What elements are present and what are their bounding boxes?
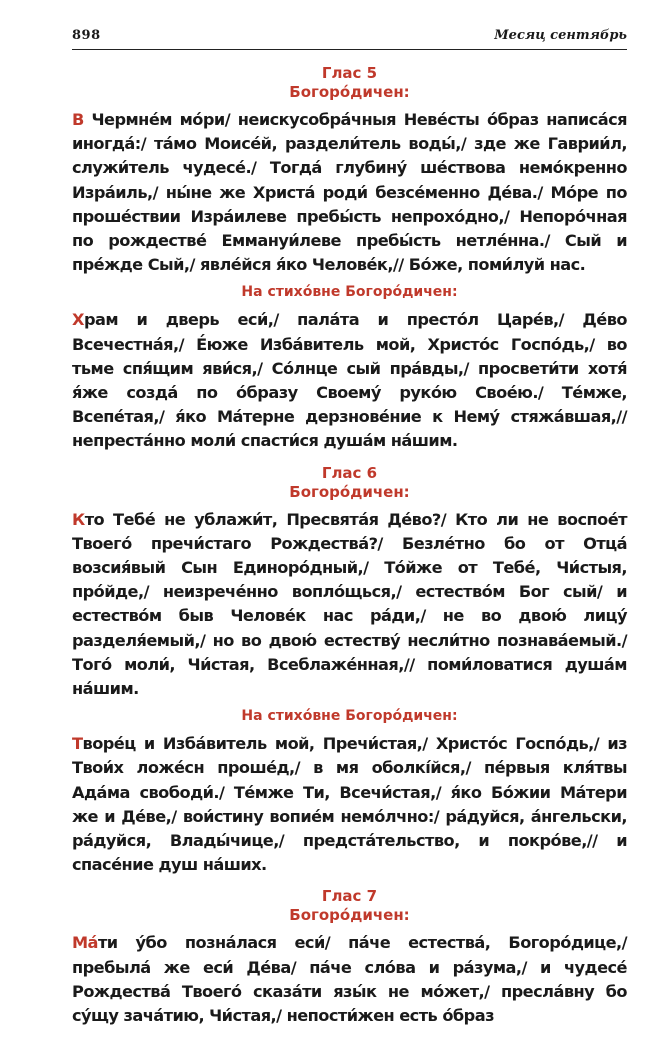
hymn-text <box>72 732 627 877</box>
red-initial: Ма́ <box>72 933 98 953</box>
red-initial: В <box>72 110 84 129</box>
section-label: На стихо́вне Богоро́дичен: <box>241 708 458 725</box>
hymn-body: ти у́бо позна́лася еси́/ па́че естества́, Богоро́дице,/ пребыла́ же еси́ Де́ва/ па́че сло́ва и ра́зума,/ и чудесе́ Рождества́ Твоего́ сказа́ти язы́к не мо́жет,/ пресла́вну бо су́щу зача́тию, Чи́стая,/ непости́жен есть о́браз <box>72 933 627 1026</box>
page-number: 898 <box>72 28 101 43</box>
section-label: На стихо́вне Богоро́дичен: <box>241 284 458 301</box>
tone-heading: Глас 5 <box>321 64 378 82</box>
running-title: Месяц сентябрь <box>494 28 627 43</box>
section-tone-6 <box>72 464 627 702</box>
red-initial: Т <box>72 734 83 754</box>
tone-heading: Глас 7 <box>321 887 378 906</box>
hymn-text <box>72 931 627 1028</box>
section-aposticha-1 <box>72 283 627 453</box>
hymn-text <box>72 508 627 702</box>
book-page <box>72 28 627 1028</box>
page-header <box>72 28 627 50</box>
section-tone-7 <box>72 887 627 1028</box>
section-tone-5 <box>72 64 627 277</box>
hymn-body: Чермне́м мо́ри/ неискусобра́чныя Неве́сты о́браз написа́ся иногда́:/ та́мо Моисе́й, раздели́тель воды́,/ зде же Гаврии́л, служи́тель чудесе́./ Тогда́ глубину́ ше́ствова немо́кренно Изра́иль,/ ны́не же Христа́ роди́ безсе́менно Де́ва./ Мо́ре по проше́ствии Изра́илеве пребы́сть непрохо́дно,/ Непоро́чная по рождестве́ Еммануи́леве пребы́сть нетле́нна./ Сый и пре́жде Сый,/ явле́йся я́ко Челове́к,// Бо́же, поми́луй нас. <box>72 110 627 275</box>
section-label: Богоро́дичен: <box>289 83 410 101</box>
hymn-body: рам и дверь еси́,/ пала́та и престо́л Царе́в,/ Де́во Всечестна́я,/ Е́юже Изба́витель мой, Христо́с Госпо́дь,/ во тьме спя́щим яви́ся,/ Со́лнце сый пра́вды,/ просвети́ти хотя́ я́же созда́ по о́бразу Своему́ руко́ю Свое́ю./ Те́мже, Всепе́тая,/ я́ко Ма́терне дерзнове́ние к Нему́ стяжа́вшая,// непреста́нно моли́ спасти́ся душа́м на́шим. <box>72 310 627 451</box>
hymn-body: то Тебе́ не ублажи́т, Пресвята́я Де́во?/ Кто ли не воспое́т Твоего́ пречи́стаго Рождества́?/ Безле́тно бо от Отца́ возсия́вый Сын Единоро́дный,/ То́йже от Тебе́, Чи́стыя, про́йде,/ неизрече́нно вопло́щься,/ естество́м Бог сый/ и естество́м быв Челове́к нас ра́ди,/ не во двою́ лицу́ разделя́емый,/ но во двою́ естеству́ несли́тно познава́емый./ Того́ моли́, Чи́стая, Всеблаже́нная,// поми́ловатися душа́м на́шим. <box>72 509 627 699</box>
hymn-body: воре́ц и Изба́витель мой, Пречи́стая,/ Христо́с Госпо́дь,/ из Твои́х ложе́сн проше́д,/ в мя оболкі́йся,/ пе́рвыя кля́твы Ада́ма свободи́./ Те́мже Ти, Всечи́стая,/ я́ко Бо́жии Ма́тери же и Де́ве,/ вои́стину вопие́м немо́лчно:/ ра́дуйся, а́нгельски, ра́дуйся, Влады́чице,/ предста́тельство, и покро́ве,// и спасе́ние душ на́ших. <box>72 734 627 875</box>
hymn-text <box>72 108 627 277</box>
hymn-text <box>72 308 627 453</box>
tone-heading: Глас 6 <box>321 463 378 482</box>
red-initial: Х <box>72 310 84 330</box>
red-initial: К <box>72 509 85 529</box>
section-label: Богоро́дичен: <box>289 906 410 925</box>
section-aposticha-2 <box>72 707 627 877</box>
section-label: Богоро́дичен: <box>289 482 410 501</box>
